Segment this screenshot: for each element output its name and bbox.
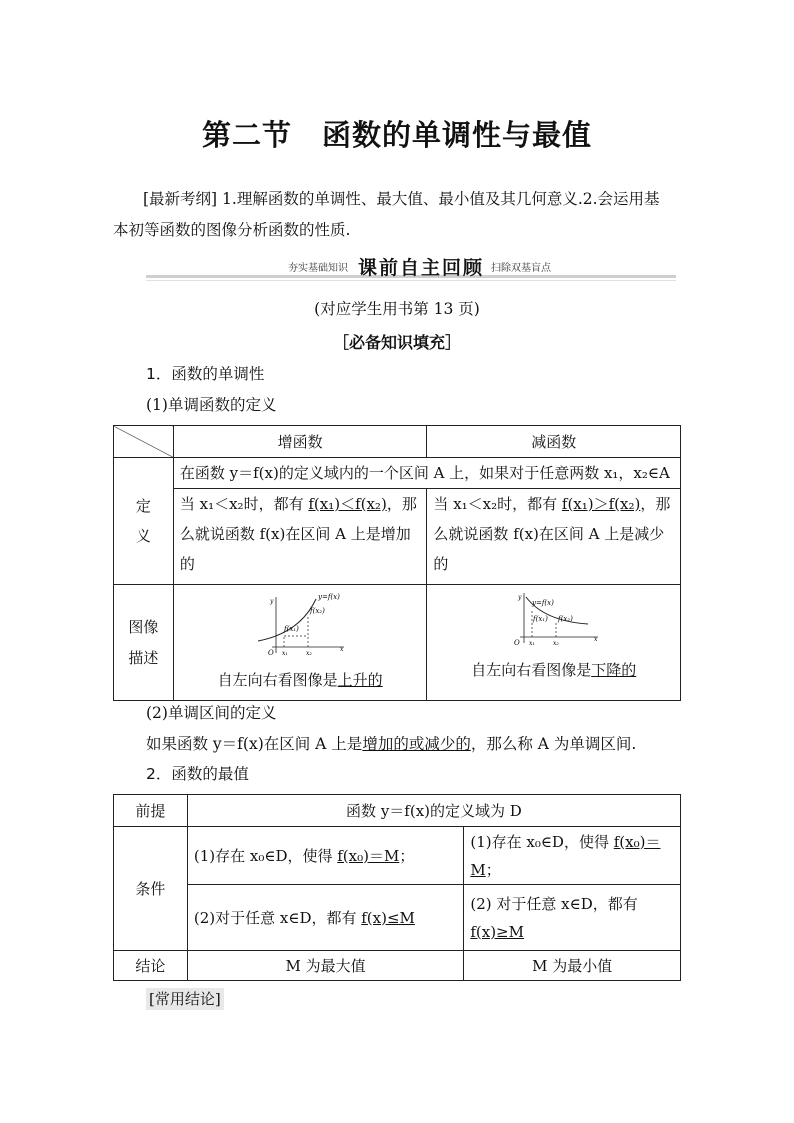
max-condition-1: (1)存在 x₀∈D，使得 f(x₀)＝M； (187, 827, 463, 885)
row-label-graph: 图像 描述 (114, 585, 174, 701)
common-conclusion-tag: [常用结论] (146, 988, 224, 1010)
graph-cell-decreasing (427, 585, 681, 701)
syllabus-intro (113, 184, 683, 246)
syllabus-text-2: 本初等函数的图像分析函数的性质. (113, 221, 351, 239)
extrema-table (113, 794, 681, 981)
subheading-interval-def: (2)单调区间的定义 (146, 704, 277, 722)
row-label-definition: 定 义 (114, 458, 174, 585)
svg-text:x₂: x₂ (552, 640, 559, 647)
interval-definition: 如果函数 y＝f(x)在区间 A 上是增加的或减少的，那么称 A 为单调区间. (146, 735, 637, 753)
svg-text:f(x₁): f(x₁) (284, 625, 299, 633)
syllabus-tag: [最新考纲] (143, 190, 218, 208)
banner-title: 课前自主回顾 (358, 257, 485, 279)
premise-text: 函数 y＝f(x)的定义域为 D (187, 795, 680, 827)
svg-text:x₁: x₁ (528, 640, 535, 647)
max-condition-2: (2)对于任意 x∈D，都有 f(x)≤M (187, 885, 463, 951)
increasing-graph (250, 591, 350, 663)
svg-text:f(x₂): f(x₂) (557, 615, 573, 623)
min-conclusion: M 为最小值 (464, 951, 681, 981)
svg-text:y=f(x): y=f(x) (318, 593, 340, 601)
subheading-monotone-def: (1)单调函数的定义 (146, 396, 277, 414)
section-number: 第二节 (201, 118, 292, 152)
heading-extrema: 2．函数的最值 (146, 765, 249, 783)
svg-text:y: y (517, 594, 522, 601)
svg-text:f(x₁): f(x₁) (532, 615, 548, 623)
book-reference: (对应学生用书第 13 页) (314, 300, 480, 318)
svg-text:O: O (268, 649, 274, 657)
svg-text:y=f(x): y=f(x) (531, 599, 554, 607)
min-condition-1: (1)存在 x₀∈D，使得 f(x₀)＝ M； (464, 827, 681, 885)
table-corner (114, 426, 174, 458)
monotonicity-table (113, 425, 681, 701)
condition-label: 条件 (114, 827, 188, 951)
syllabus-text-1: 1.理解函数的单调性、最大值、最小值及其几何意义.2.会运用基 (222, 190, 660, 208)
header-increasing: 增函数 (173, 426, 427, 458)
svg-text:x₂: x₂ (306, 650, 312, 657)
definition-decreasing: 当 x₁＜x₂时，都有 f(x₁)＞f(x₂)，那么就说函数 f(x)在区间 A 上是减少的 (427, 489, 681, 585)
svg-text:y: y (270, 598, 274, 605)
page-title (0, 113, 794, 154)
header-decreasing: 减函数 (427, 426, 681, 458)
graph-cell-increasing (173, 585, 427, 701)
banner-right-text: 扫除双基盲点 (491, 263, 551, 274)
svg-text:O: O (513, 639, 520, 647)
heading-monotonicity: 1．函数的单调性 (146, 365, 265, 383)
max-conclusion: M 为最大值 (187, 951, 463, 981)
min-condition-2: (2) 对于任意 x∈D，都有 f(x)≥M (464, 885, 681, 951)
decreasing-graph (504, 591, 604, 651)
section-banner (146, 255, 676, 283)
svg-text:x₁: x₁ (282, 650, 288, 657)
conclusion-label: 结论 (114, 951, 188, 981)
increasing-description: 自左向右看图像是上升的 (217, 671, 383, 689)
svg-text:x: x (340, 646, 344, 653)
svg-text:x: x (593, 636, 598, 643)
decreasing-description: 自左向右看图像是下降的 (471, 661, 637, 679)
premise-label: 前提 (114, 795, 188, 827)
svg-text:f(x₂): f(x₂) (310, 607, 325, 615)
knowledge-heading: ［必备知识填充］ (332, 333, 461, 352)
definition-common: 在函数 y＝f(x)的定义域内的一个区间 A 上，如果对于任意两数 x₁，x₂∈A (173, 458, 680, 489)
banner-left-text: 夯实基础知识 (288, 263, 348, 274)
section-title: 函数的单调性与最值 (322, 118, 593, 152)
definition-increasing: 当 x₁＜x₂时，都有 f(x₁)＜f(x₂)，那么就说函数 f(x)在区间 A 上是增加的 (173, 489, 427, 585)
